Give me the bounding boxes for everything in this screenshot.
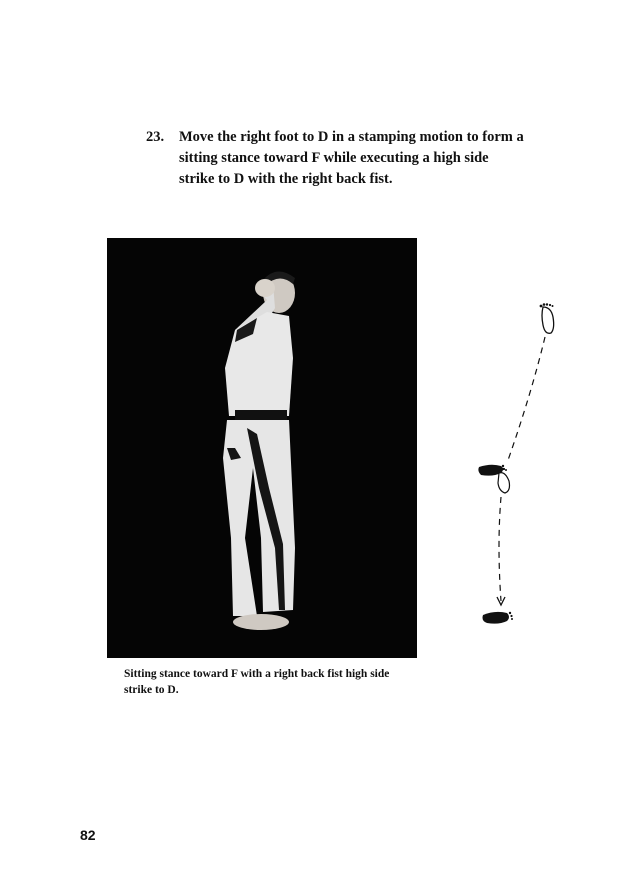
movement-path-upper [507,337,545,463]
step-instruction [146,127,526,190]
figure-belt [235,410,287,420]
figure-feet [233,614,289,630]
step-text: Move the right foot to D in a stamping motion to form a sitting stance toward F while executing a high side strike to D with the right back fist. [179,129,524,187]
figure-fist [255,279,275,297]
movement-path-lower [499,497,501,601]
step-number: 23. [146,129,165,145]
stance-photo [107,238,417,658]
stamping-footprint-icon [478,465,505,476]
start-footprint-icon [540,303,554,333]
end-footprint-icon [483,612,514,624]
footwork-diagram [465,295,565,635]
photo-caption: Sitting stance toward F with a right back fist high side strike to D. [124,668,390,696]
page-number: 82 [80,827,96,843]
